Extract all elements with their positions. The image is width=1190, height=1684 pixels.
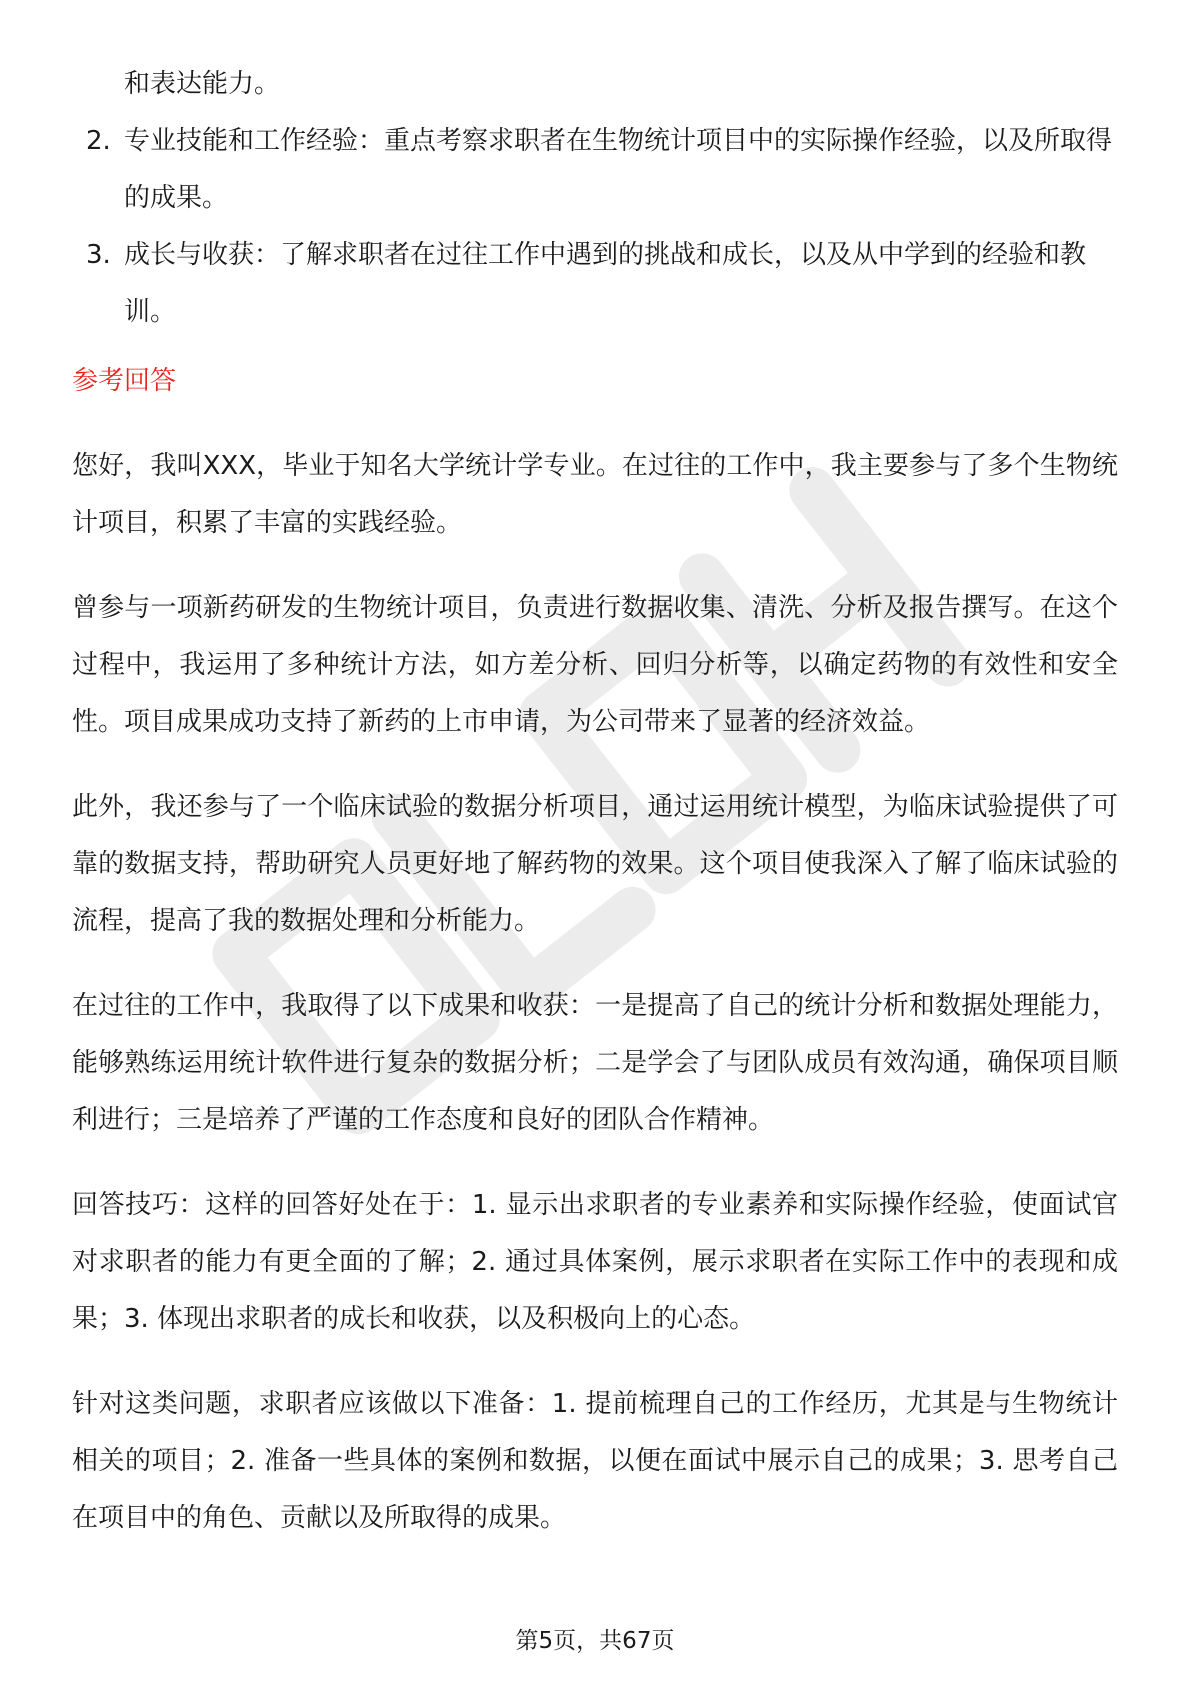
paragraph-achievements: 在过往的工作中，我取得了以下成果和收获：一是提高了自己的统计分析和数据处理能力，能够熟练运用统计软件进行复杂的数据分析；二是学会了与团队成员有效沟通，确保项目顺利进行；三是培养了严谨的工作态度和良好的团队合作精神。 (72, 991, 1118, 1135)
list-item-text: 成长与收获：了解求职者在过往工作中遇到的挑战和成长，以及从中学到的经验和教训。 (124, 240, 1087, 327)
criteria-list (72, 113, 1118, 341)
page-number-footer: 第5页，共67页 (515, 1628, 675, 1654)
paragraph-project-drug: 曾参与一项新药研发的生物统计项目，负责进行数据收集、清洗、分析及报告撰写。在这个过程中，我运用了多种统计方法，如方差分析、回归分析等，以确定药物的有效性和安全性。项目成果成功支持了新药的上市申请，为公司带来了显著的经济效益。 (72, 593, 1118, 737)
list-item-continuation: 和表达能力。 (124, 69, 281, 99)
list-item-number: 2. (86, 126, 111, 156)
paragraph-preparation: 针对这类问题，求职者应该做以下准备：1. 提前梳理自己的工作经历，尤其是与生物统计相关的项目；2. 准备一些具体的案例和数据，以便在面试中展示自己的成果；3. 思考自己在项目中的角色、贡献以及所取得的成果。 (72, 1389, 1118, 1533)
list-item (72, 113, 1118, 227)
list-item-number: 3. (86, 240, 111, 270)
paragraph-project-clinical: 此外，我还参与了一个临床试验的数据分析项目，通过运用统计模型，为临床试验提供了可靠的数据支持，帮助研究人员更好地了解药物的效果。这个项目使我深入了解了临床试验的流程，提高了我的数据处理和分析能力。 (72, 792, 1118, 936)
paragraph-answer-tips: 回答技巧：这样的回答好处在于：1. 显示出求职者的专业素养和实际操作经验，使面试官对求职者的能力有更全面的了解；2. 通过具体案例，展示求职者在实际工作中的表现和成果；3. 体现出求职者的成长和收获，以及积极向上的心态。 (72, 1190, 1118, 1334)
section-title: 参考回答 (72, 366, 177, 396)
list-item (72, 227, 1118, 341)
document-content (72, 56, 1118, 1547)
list-item-text: 专业技能和工作经验：重点考察求职者在生物统计项目中的实际操作经验，以及所取得的成果。 (124, 126, 1113, 213)
paragraph-intro: 您好，我叫XXX，毕业于知名大学统计学专业。在过往的工作中，我主要参与了多个生物统计项目，积累了丰富的实践经验。 (72, 451, 1118, 538)
